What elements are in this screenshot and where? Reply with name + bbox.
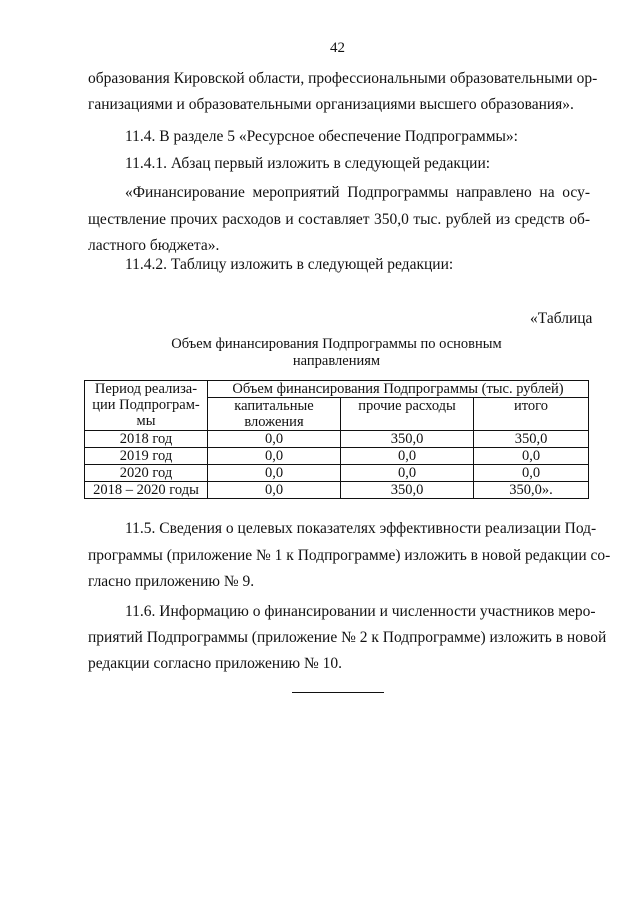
capital-header xyxy=(208,398,341,431)
quote-line: «Финансирование мероприятий Подпрограммы направлено на осу- xyxy=(125,184,590,201)
capital-cell: 0,0 xyxy=(208,465,341,482)
capital-cell: 0,0 xyxy=(208,448,341,465)
total-cell: 350,0». xyxy=(474,482,589,499)
capital-cell: 0,0 xyxy=(208,431,341,448)
total-cell: 350,0 xyxy=(474,431,589,448)
other-cell: 350,0 xyxy=(341,431,474,448)
other-cell: 0,0 xyxy=(341,465,474,482)
paragraph-line: ганизациями и образовательными организациями высшего образования». xyxy=(88,96,574,113)
quote-line: ластного бюджета». xyxy=(88,237,220,254)
item-11-4-2: 11.4.2. Таблицу изложить в следующей редакции: xyxy=(125,256,454,273)
financing-table xyxy=(84,380,589,499)
table-row xyxy=(85,465,589,482)
total-header: итого xyxy=(474,398,589,431)
period-header xyxy=(85,381,208,431)
table-tag: «Таблица xyxy=(530,310,593,327)
closing-rule xyxy=(292,692,384,693)
other-cell: 350,0 xyxy=(341,482,474,499)
item-11-6-line: приятий Подпрограммы (приложение № 2 к Подпрограмме) изложить в новой xyxy=(88,629,607,646)
table-row xyxy=(85,448,589,465)
quote-line: ществление прочих расходов и составляет 350,0 тыс. рублей из средств об- xyxy=(88,211,590,228)
header-line: капитальные xyxy=(234,398,314,414)
other-cell: 0,0 xyxy=(341,448,474,465)
item-11-6-line: редакции согласно приложению № 10. xyxy=(88,655,343,672)
header-line: ции Подпрограм- xyxy=(92,397,200,413)
other-header: прочие расходы xyxy=(341,398,474,431)
item-11-5-line: гласно приложению № 9. xyxy=(88,573,255,590)
volume-header: Объем финансирования Подпрограммы (тыс. рублей) xyxy=(208,381,589,398)
paragraph-line: образования Кировской области, профессиональными образовательными ор- xyxy=(88,70,598,87)
table-title xyxy=(84,336,589,370)
table-title-line: Объем финансирования Подпрограммы по основным xyxy=(171,336,502,352)
table-title-line: направлениям xyxy=(292,353,381,369)
period-cell: 2020 год xyxy=(85,465,208,482)
item-11-6-line: 11.6. Информацию о финансировании и численности участников меро- xyxy=(125,603,596,620)
table-row xyxy=(85,482,589,499)
header-line: вложения xyxy=(244,414,304,430)
capital-cell: 0,0 xyxy=(208,482,341,499)
item-11-4: 11.4. В разделе 5 «Ресурсное обеспечение Подпрограммы»: xyxy=(125,128,518,145)
item-11-5-line: программы (приложение № 1 к Подпрограмме) изложить в новой редакции со- xyxy=(88,547,611,564)
period-cell: 2019 год xyxy=(85,448,208,465)
item-11-5-line: 11.5. Сведения о целевых показателях эффективности реализации Под- xyxy=(125,520,597,537)
period-cell: 2018 – 2020 годы xyxy=(85,482,208,499)
header-line: Период реализа- xyxy=(94,381,198,397)
table-header-row xyxy=(85,381,589,398)
item-11-4-1: 11.4.1. Абзац первый изложить в следующей редакции: xyxy=(125,155,491,172)
total-cell: 0,0 xyxy=(474,465,589,482)
total-cell: 0,0 xyxy=(474,448,589,465)
table-row xyxy=(85,431,589,448)
page-number: 42 xyxy=(330,40,345,56)
period-cell: 2018 год xyxy=(85,431,208,448)
header-line: мы xyxy=(136,413,156,429)
